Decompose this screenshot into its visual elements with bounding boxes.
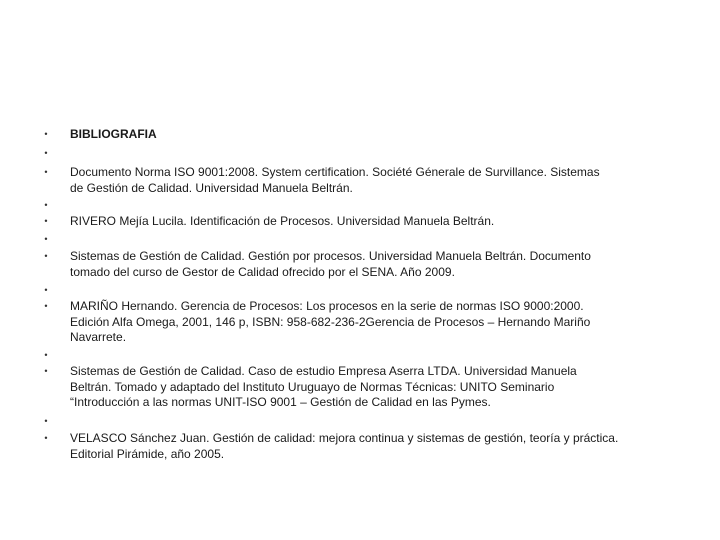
reference-line: tomado del curso de Gestor de Calidad ofrecido por el SENA. Año 2009. (70, 264, 455, 279)
bullet: • (44, 433, 48, 443)
bullet: • (44, 285, 48, 295)
bullet: • (44, 350, 48, 360)
reference-line: Navarrete. (70, 330, 127, 344)
bullet: • (44, 251, 48, 261)
reference-line: Edición Alfa Omega, 2001, 146 p, ISBN: 958-682-236-2Gerencia de Procesos – Hernando Mariño (70, 314, 591, 329)
reference-line: MARIÑO Hernando. Gerencia de Procesos: Los procesos en la serie de normas ISO 9000:2000. (70, 299, 584, 313)
bullet: • (44, 234, 48, 244)
reference-line: “Introducción a las normas UNIT-ISO 9001 – Gestión de Calidad en las Pymes. (70, 395, 491, 409)
bullet: • (44, 416, 48, 426)
bullet: • (44, 148, 48, 158)
reference-line: RIVERO Mejía Lucila. Identificación de Procesos. Universidad Manuela Beltrán. (70, 214, 495, 228)
reference-line: Beltrán. Tomado y adaptado del Instituto Uruguayo de Normas Técnicas: UNITO Seminario (70, 379, 555, 394)
bullet: • (44, 129, 48, 139)
reference-text (70, 431, 690, 462)
bullet: • (44, 200, 48, 210)
reference-line: Sistemas de Gestión de Calidad. Gestión por procesos. Universidad Manuela Beltrán. Documento (70, 249, 591, 263)
reference-text (70, 299, 690, 346)
reference-line: VELASCO Sánchez Juan. Gestión de calidad: mejora continua y sistemas de gestión, teoría y práctica. (70, 431, 619, 445)
reference-text (70, 214, 690, 230)
reference-line: Editorial Pirámide, año 2005. (70, 446, 225, 461)
bullet: • (44, 216, 48, 226)
reference-text (70, 249, 690, 280)
bibliography-heading: BIBLIOGRAFIA (70, 127, 157, 141)
bullet: • (44, 301, 48, 311)
reference-line: Documento Norma ISO 9001:2008. System certification. Société Génerale de Survillance. Sistemas (70, 165, 600, 179)
reference-line: Sistemas de Gestión de Calidad. Caso de estudio Empresa Aserra LTDA. Universidad Manuela (70, 364, 577, 378)
reference-line: de Gestión de Calidad. Universidad Manuela Beltrán. (70, 180, 353, 195)
reference-text (70, 165, 690, 196)
bullet: • (44, 167, 48, 177)
reference-text (70, 364, 690, 411)
bullet: • (44, 366, 48, 376)
